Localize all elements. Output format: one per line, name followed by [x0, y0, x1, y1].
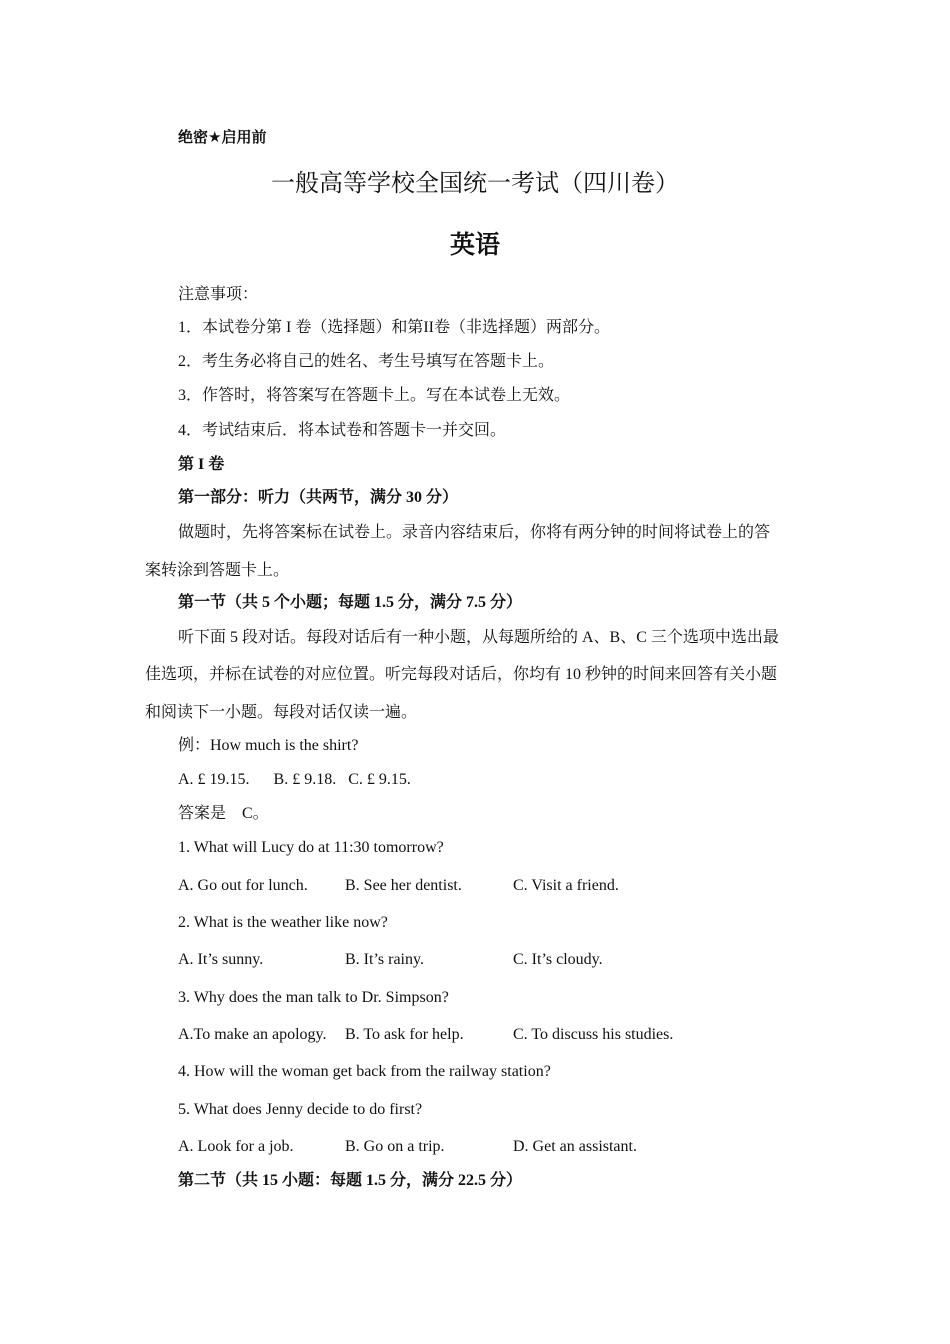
q1-option-b: B. See her dentist.: [345, 877, 462, 894]
exam-title: 一般高等学校全国统一考试（四川卷）: [271, 169, 679, 197]
section1-instruction-line3: 和阅读下一小题。每段对话仅读一遍。: [145, 704, 418, 721]
confidential-mark: 绝密★启用前: [178, 128, 267, 146]
note-item-4: 4．考试结束后．将本试卷和答题卡一并交回。: [178, 422, 507, 439]
example-options: A. £ 19.15. B. £ 9.18. C. £ 9.15.: [178, 771, 411, 788]
note-item-2: 2．考生务必将自己的姓名、考生号填写在答题卡上。: [178, 353, 555, 370]
question-4: 4. How will the woman get back from the railway station?: [178, 1063, 551, 1080]
question-3: 3. Why does the man talk to Dr. Simpson?: [178, 989, 449, 1006]
q3-option-a: A.To make an apology.: [178, 1026, 327, 1043]
part1-instruction-line1: 做题时，先将答案标在试卷上。录音内容结束后，你将有两分钟的时间将试卷上的答: [178, 524, 771, 541]
q1-option-a: A. Go out for lunch.: [178, 877, 308, 894]
volume-heading: 第 I 卷: [178, 456, 225, 473]
section1-instruction-line1: 听下面 5 段对话。每段对话后有一种小题，从每题所给的 A、B、C 三个选项中选出最: [178, 629, 779, 646]
q2-option-a: A. It’s sunny.: [178, 951, 264, 968]
part1-instruction-line2: 案转涂到答题卡上。: [145, 562, 290, 579]
section2-heading: 第二节（共 15 小题：每题 1.5 分，满分 22.5 分）: [178, 1172, 523, 1189]
question-2: 2. What is the weather like now?: [178, 914, 388, 931]
question-5: 5. What does Jenny decide to do first?: [178, 1101, 423, 1118]
part1-heading: 第一部分：听力（共两节，满分 30 分）: [178, 489, 459, 506]
q2-option-c: C. It’s cloudy.: [513, 951, 603, 968]
section1-instruction-line2: 佳选项，并标在试卷的对应位置。听完每段对话后，你均有 10 秒钟的时间来回答有关小题: [145, 666, 778, 683]
q1-option-c: C. Visit a friend.: [513, 877, 619, 894]
note-item-3: 3．作答时，将答案写在答题卡上。写在本试卷上无效。: [178, 387, 571, 404]
example-answer: 答案是 C。: [178, 805, 269, 822]
q3-option-c: C. To discuss his studies.: [513, 1026, 674, 1043]
notes-heading: 注意事项：: [178, 286, 259, 303]
q5-option-a: A. Look for a job.: [178, 1138, 294, 1155]
question-1: 1. What will Lucy do at 11:30 tomorrow?: [178, 839, 444, 856]
note-item-1: 1．本试卷分第 I 卷（选择题）和第II卷（非选择题）两部分。: [178, 319, 610, 336]
q5-option-b: B. Go on a trip.: [345, 1138, 445, 1155]
section1-heading: 第一节（共 5 个小题；每题 1.5 分，满分 7.5 分）: [178, 594, 523, 611]
q2-option-b: B. It’s rainy.: [345, 951, 424, 968]
example-question: 例：How much is the shirt?: [178, 737, 359, 754]
q5-option-c: D. Get an assistant.: [513, 1138, 637, 1155]
subject-title: 英语: [449, 230, 500, 259]
q3-option-b: B. To ask for help.: [345, 1026, 464, 1043]
